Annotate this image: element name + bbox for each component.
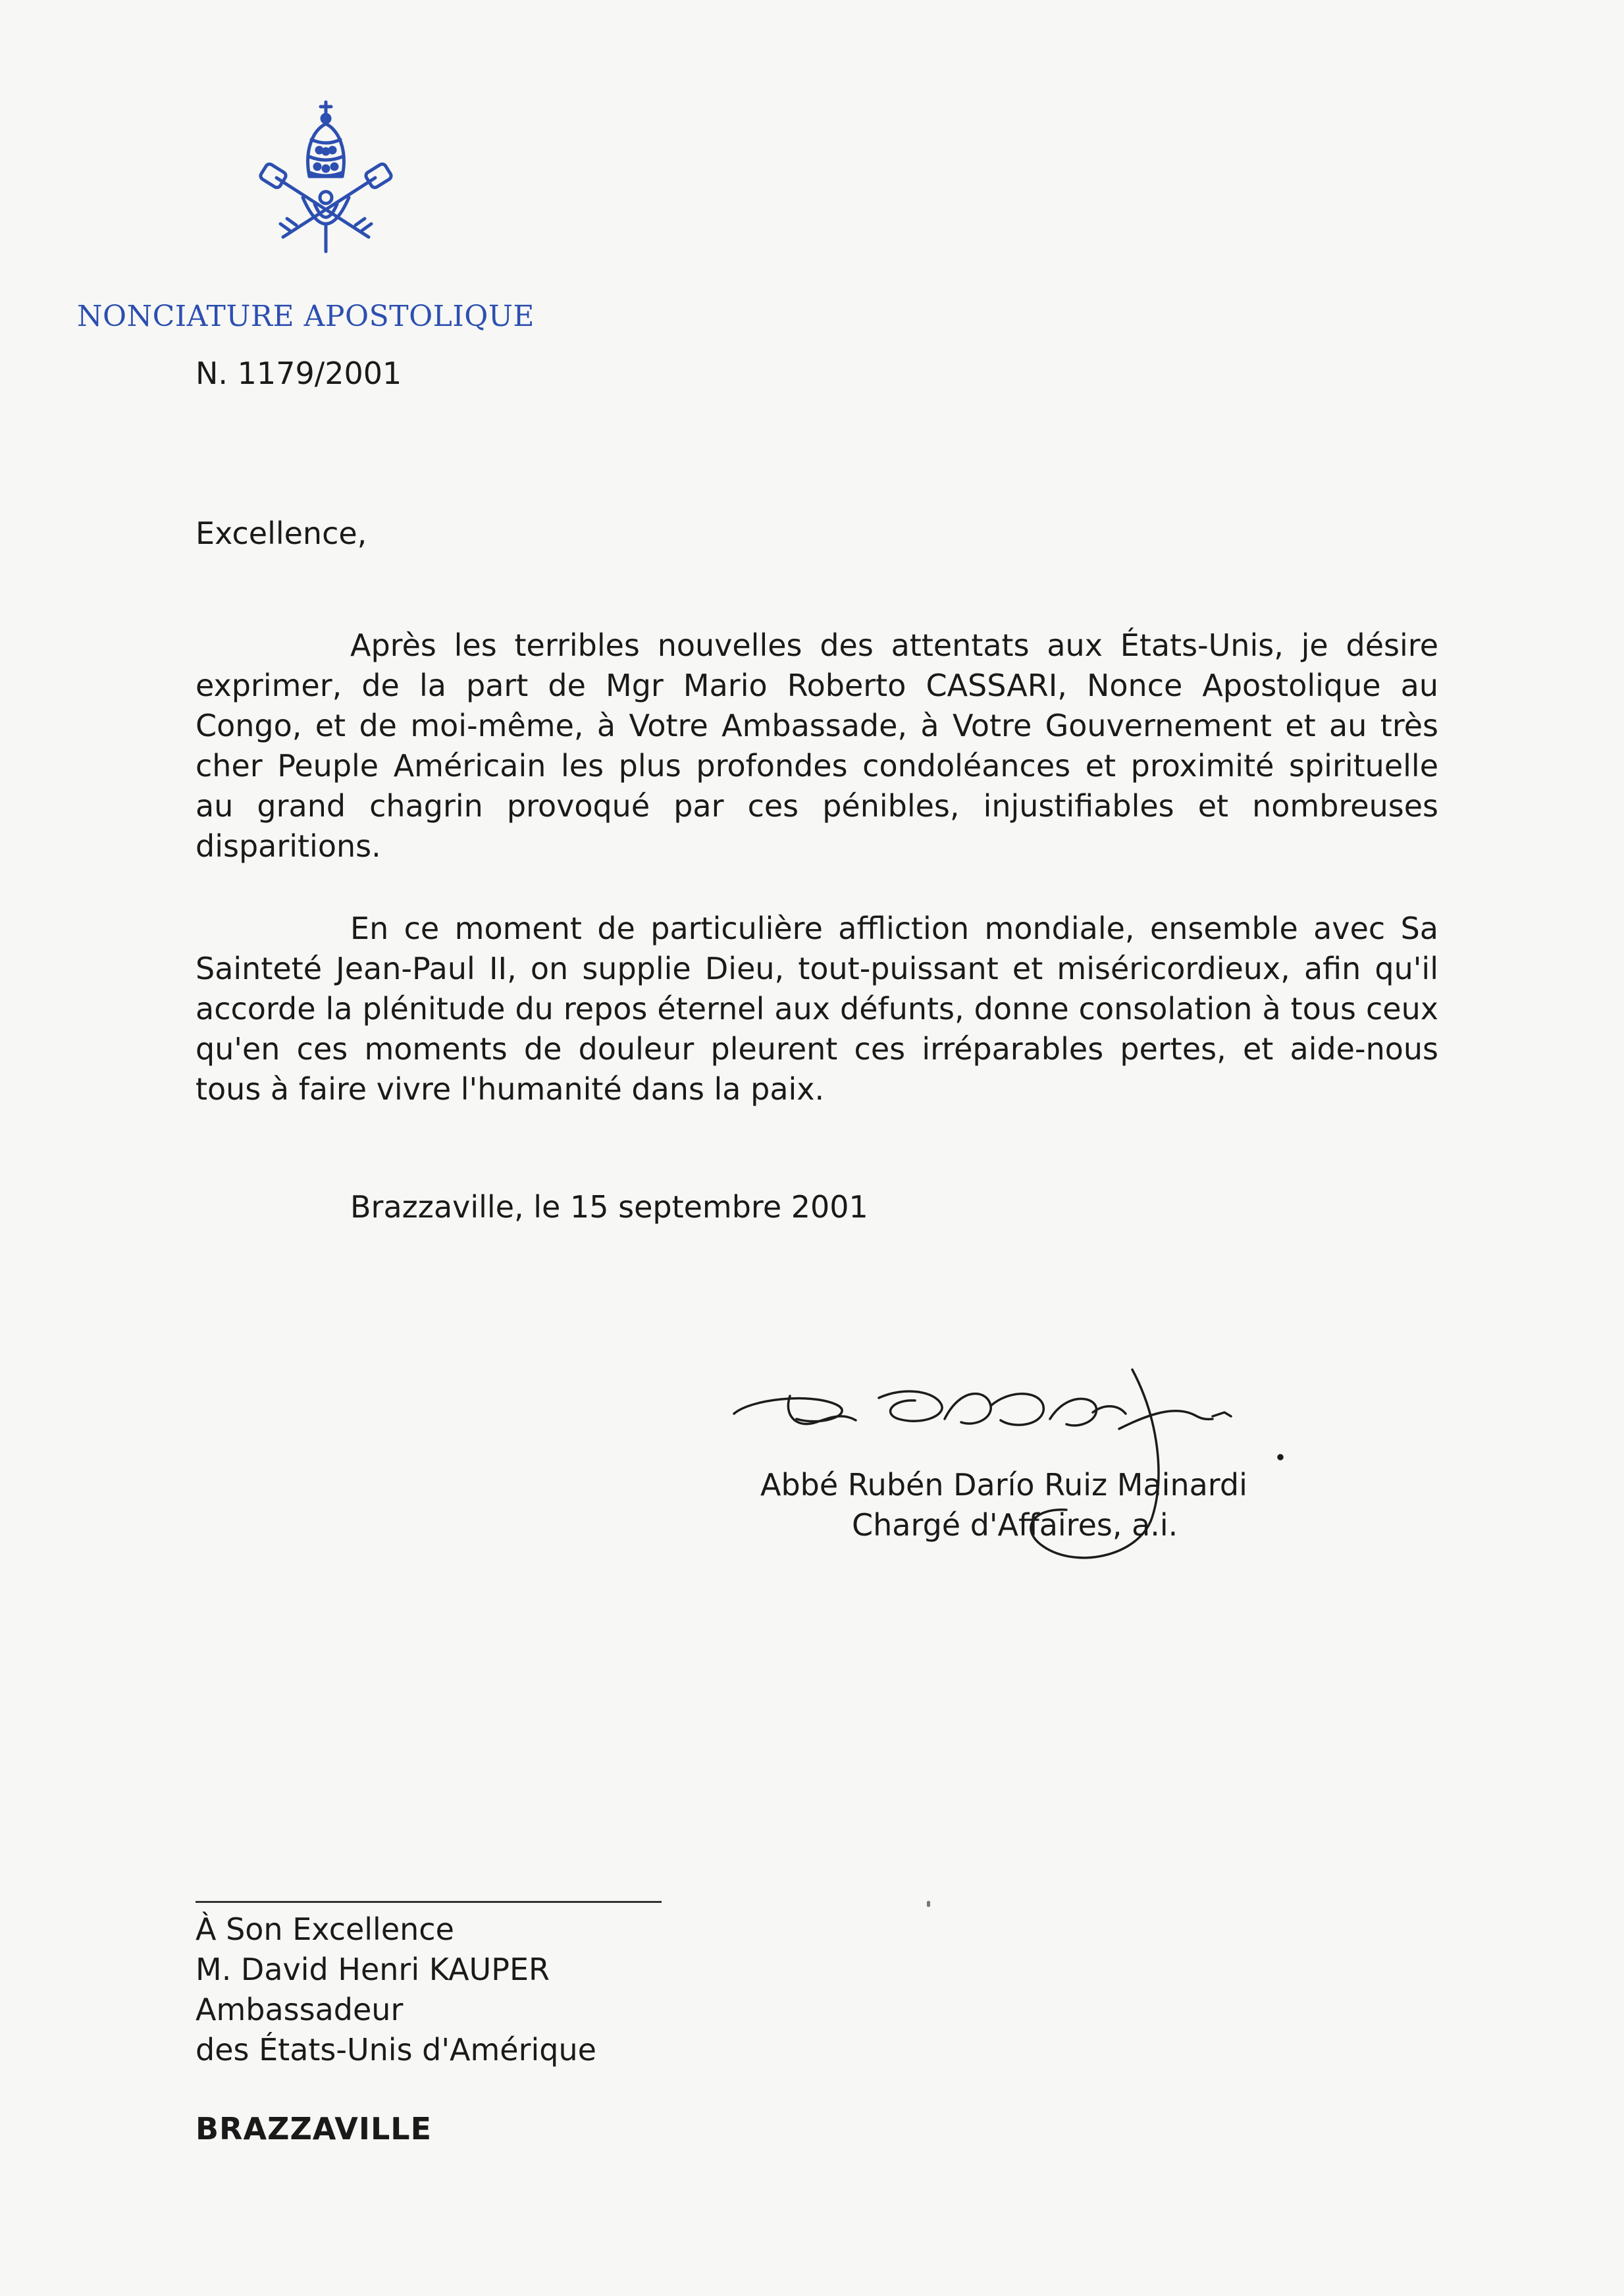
- recipient-line: Ambassadeur: [196, 1992, 404, 2027]
- recipient-line: À Son Excellence: [196, 1911, 454, 1947]
- signer-name: Abbé Rubén Darío Ruiz Mainardi: [760, 1467, 1247, 1503]
- signer-title: Chargé d'Affaires, a.i.: [852, 1507, 1178, 1543]
- papal-coat-of-arms-icon: [257, 99, 395, 254]
- body-paragraph: [196, 626, 1438, 867]
- address-divider: [196, 1901, 662, 1903]
- body-paragraph-text: En ce moment de particulière affliction mondiale, ensemble avec Sa Sainteté Jean-Paul II, on supplie Dieu, tout-puissant et miséricordieux, afin qu'il accorde la plénitude du repos éternel aux défunts, donne consolation à tous ceux qu'en ces moments de douleur pleurent ces irréparables pertes, et aide-nous tous à faire vivre l'humanité dans la paix.: [196, 911, 1438, 1107]
- organization-name: NONCIATURE APOSTOLIQUE: [77, 300, 535, 333]
- salutation: Excellence,: [196, 516, 367, 551]
- recipient-city: BRAZZAVILLE: [196, 2111, 432, 2147]
- reference-number: N. 1179/2001: [196, 356, 402, 391]
- paper-speck: [927, 1901, 930, 1907]
- recipient-line: des États-Unis d'Amérique: [196, 2032, 596, 2068]
- dateline: Brazzaville, le 15 septembre 2001: [350, 1189, 868, 1225]
- body-paragraph-text: Après les terribles nouvelles des attentats aux États-Unis, je désire exprimer, de la part de Mgr Mario Roberto CASSARI, Nonce Apostolique au Congo, et de moi-même, à Votre Ambassade, à Votre Gouvernement et au très cher Peuple Américain les plus profondes condoléances et proximité spirituelle au grand chagrin provoqué par ces pénibles, injustifiables et nombreuses disparitions.: [196, 627, 1438, 864]
- recipient-line: M. David Henri KAUPER: [196, 1952, 550, 1987]
- body-paragraph: [196, 909, 1438, 1109]
